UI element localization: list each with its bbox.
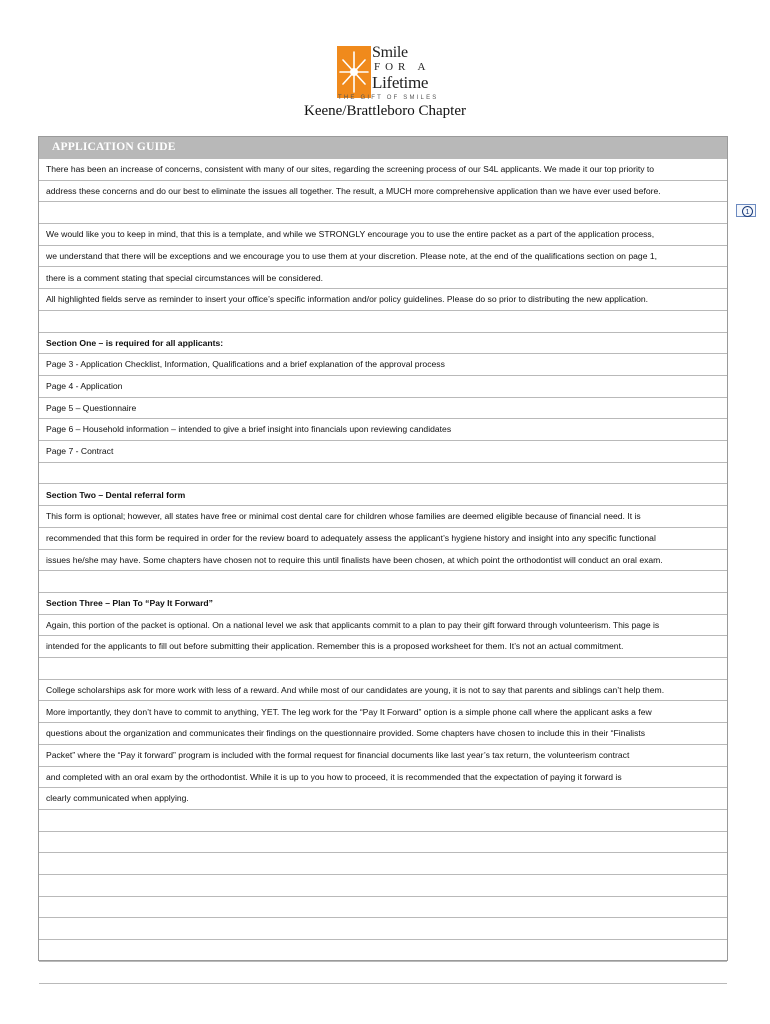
table-row: there is a comment stating that special circumstances will be considered. [39,268,727,290]
table-row [39,853,727,875]
table-row: and completed with an oral exam by the orthodontist. While it is up to you how to proceed, it is recommended that the expectation of paying it forward is [39,767,727,789]
table-row [39,875,727,897]
table-row: clearly communicated when applying. [39,788,727,810]
application-guide-header [39,137,727,159]
table-row: recommended that this form be required in order for the review board to adequately assess the applicant’s hygiene history and insight into any specific functional [39,528,727,550]
table-row: Section One – is required for all applicants: [39,333,727,355]
logo-word-smile: Smile [372,44,408,61]
table-row: Page 3 - Application Checklist, Information, Qualifications and a brief explanation of the approval process [39,354,727,376]
table-row: All highlighted fields serve as reminder to insert your office’s specific information and/or policy guidelines. Please do so prior to distributing the new application. [39,289,727,311]
chapter-title: Keene/Brattleboro Chapter [303,103,467,119]
table-row [39,940,727,962]
logo-word-lifetime: Lifetime [372,73,429,92]
table-row [39,202,727,224]
table-row: Section Two – Dental referral form [39,485,727,507]
table-row: address these concerns and do our best to eliminate the issues all together. The result, a MUCH more comprehensive application than we have ever used before. [39,181,727,203]
table-row [39,463,727,485]
table-row: We would like you to keep in mind, that this is a template, and while we STRONGLY encourage you to use the entire packet as a part of the application process, [39,224,727,246]
table-row [39,810,727,832]
table-row: College scholarships ask for more work with less of a reward. And while most of our candidates are young, it is not to say that parents and siblings can’t help them. [39,680,727,702]
comment-annotation-marker[interactable] [736,204,756,217]
sunburst-logo-icon [337,46,371,98]
logo-word-for-a: FOR A [374,61,431,73]
table-row [39,832,727,854]
table-row: This form is optional; however, all states have free or minimal cost dental care for children whose families are deemed eligible because of financial need. It is [39,506,727,528]
table-row [39,658,727,680]
table-row: intended for the applicants to fill out before submitting their application. Remember this is a proposed worksheet for them. It’s not an actual commitment. [39,636,727,658]
table-row: Packet” where the “Pay it forward” program is included with the formal request for financial documents like last year’s tax return, the volunteerism contract [39,745,727,767]
table-row: issues he/she may have. Some chapters have chosen not to require this until finalists have been chosen, at which point the orthodontist will conduct an oral exam. [39,550,727,572]
table-row: There has been an increase of concerns, consistent with many of our sites, regarding the screening process of our S4L applicants. We made it our top priority to [39,159,727,181]
table-row [39,897,727,919]
smile-for-a-lifetime-logo [334,44,444,104]
table-row: Page 4 - Application [39,376,727,398]
table-row [39,571,727,593]
table-row [39,919,727,941]
table-row [39,962,727,984]
application-guide-table [38,136,728,961]
table-row: Page 7 - Contract [39,441,727,463]
table-row: Again, this portion of the packet is optional. On a national level we ask that applicants commit to a plan to pay their gift forward through volunteerism. This page is [39,615,727,637]
table-row: More importantly, they don’t have to commit to anything, YET. The leg work for the “Pay It Forward” option is a simple phone call where the applicant asks a few [39,702,727,724]
table-row: Page 5 – Questionnaire [39,398,727,420]
table-row [39,311,727,333]
annotation-number: 1 [742,206,753,217]
table-row: questions about the organization and communicates their findings on the questionnaire provided. Some chapters have chosen to include this in their “Finalists [39,723,727,745]
table-row: Section Three – Plan To “Pay It Forward” [39,593,727,615]
header-title: APPLICATION GUIDE [52,141,176,153]
table-row: Page 6 – Household information – intended to give a brief insight into financials upon reviewing candidates [39,419,727,441]
table-row: we understand that there will be exceptions and we encourage you to use them at your discretion. Please note, at the end of the qualifications section on page 1, [39,246,727,268]
logo-tagline: THE GIFT OF SMILES [338,95,439,101]
